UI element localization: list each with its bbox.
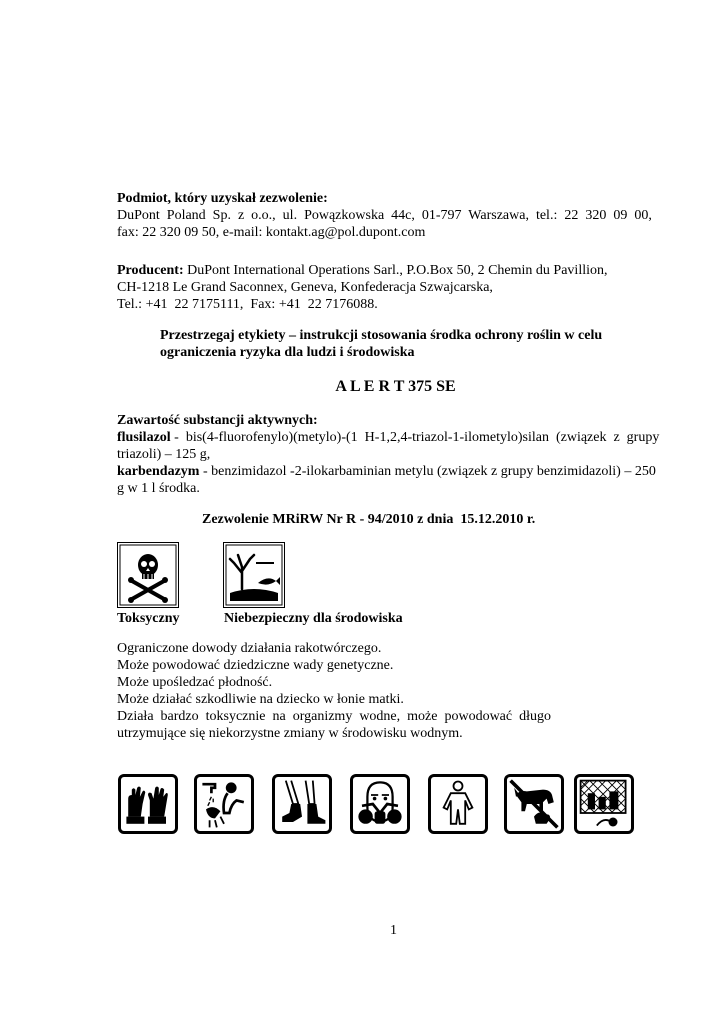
label-warning xyxy=(160,327,680,361)
coverall-icon xyxy=(428,774,488,834)
holder-label: Podmiot, który uzyskał zezwolenie: xyxy=(117,191,328,206)
dead-tree-fish-icon xyxy=(223,542,285,608)
warning-line1: Przestrzegaj etykiety – instrukcji stosowania środka ochrony roślin w celu xyxy=(160,328,603,343)
substances-heading: Zawartość substancji aktywnych: xyxy=(117,413,318,428)
active-substances-section xyxy=(117,412,674,497)
substance-1-desc-cont: triazoli) – 125 g, xyxy=(117,447,211,462)
aquatic-toxicity-line1: Działa bardzo toksycznie na organizmy wodne, może powodować długo xyxy=(117,709,551,724)
producer-line1: DuPont International Operations Sarl., P.O.Box 50, 2 Chemin du Pavillion, xyxy=(183,263,608,278)
substance-2-name: karbendazym xyxy=(117,464,200,479)
permit-holder-section xyxy=(117,190,674,241)
environment-hazard-label: Niebezpieczny dla środowiska xyxy=(224,611,403,626)
locked-storage-icon xyxy=(574,774,634,834)
producer-label: Producent: xyxy=(117,263,184,278)
substance-1-desc: - bis(4-fluorofenylo)(metylo)-(1 H-1,2,4-triazol-1-ilometylo)silan (związek z grupy xyxy=(170,430,660,445)
wash-hands-icon xyxy=(194,774,254,834)
page-number: 1 xyxy=(390,923,397,938)
warning-line2: ograniczenia ryzyka dla ludzi i środowiska xyxy=(160,345,415,360)
producer-line3: Tel.: +41 22 7175111, Fax: +41 22 7176088. xyxy=(117,297,378,312)
aquatic-toxicity-line2: utrzymujące się niekorzystne zmiany w środowisku wodnym. xyxy=(117,726,463,741)
respirator-mask-icon xyxy=(350,774,410,834)
boots-icon xyxy=(272,774,332,834)
producer-section xyxy=(117,262,674,313)
hazard-phrase-4: Może działać szkodliwie na dziecko w łonie matki. xyxy=(117,692,404,707)
product-name: A L E R T 375 SE xyxy=(335,378,456,395)
holder-address-line1: DuPont Poland Sp. z o.o., ul. Powązkowska 44c, 01-797 Warszawa, tel.: 22 320 09 00, xyxy=(117,208,652,223)
permit-number: Zezwolenie MRiRW Nr R - 94/2010 z dnia 15.12.2010 r. xyxy=(202,512,536,527)
holder-address-line2: fax: 22 320 09 50, e-mail: kontakt.ag@pol.dupont.com xyxy=(117,225,426,240)
toxic-label: Toksyczny xyxy=(117,611,180,626)
skull-crossbones-icon xyxy=(117,542,179,608)
substance-2-desc-cont: g w 1 l środka. xyxy=(117,481,200,496)
hazard-phrases xyxy=(117,640,674,742)
gloves-icon xyxy=(118,774,178,834)
producer-line2: CH-1218 Le Grand Saconnex, Geneva, Konfederacja Szwajcarska, xyxy=(117,280,493,295)
substance-1-name: flusilazol xyxy=(117,430,171,445)
keep-away-animals-icon xyxy=(504,774,564,834)
substance-2-desc: - benzimidazol -2-ilokarbaminian metylu (związek z grupy benzimidazoli) – 250 xyxy=(199,464,656,479)
hazard-phrase-2: Może powodować dziedziczne wady genetyczne. xyxy=(117,658,394,673)
hazard-phrase-3: Może upośledzać płodność. xyxy=(117,675,273,690)
hazard-phrase-1: Ograniczone dowody działania rakotwórczego. xyxy=(117,641,382,656)
